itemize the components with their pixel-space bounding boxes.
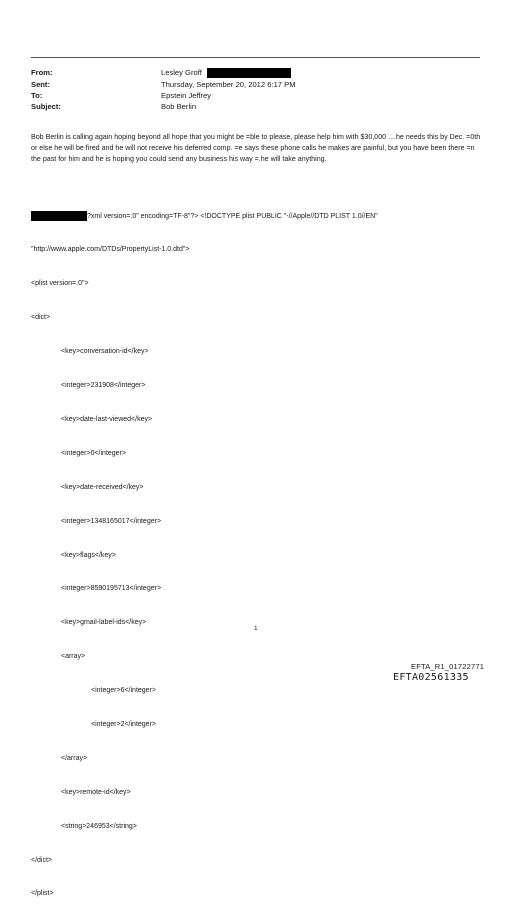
xml-line: <key>remote-id</key> xyxy=(61,788,131,796)
xml-line: <integer>1348165017</integer> xyxy=(61,517,162,525)
xml-line: <integer>6</integer> xyxy=(91,687,156,695)
xml-line xyxy=(31,211,481,222)
subject-label: Subject: xyxy=(31,102,61,111)
xml-line: <key>flags</key> xyxy=(61,551,116,559)
xml-block xyxy=(31,188,481,922)
xml-line: "http://www.apple.com/DTDs/PropertyList-1.0.dtd"> xyxy=(31,246,190,254)
xml-line: <plist version=.0"> xyxy=(31,280,89,288)
xml-text: ?xml version=.0" encoding=TF-8"?> <!DOCTYPE plist PUBLIC "-//Apple//DTD PLIST 1.0//EN" xyxy=(87,212,378,220)
xml-line: <key>date-received</key> xyxy=(61,483,144,491)
page-number: 1 xyxy=(254,625,258,632)
xml-line: <key>gmail-label-ids</key> xyxy=(61,619,147,627)
sent-value: Thursday, September 20, 2012 6:17 PM xyxy=(161,80,296,89)
bates-number-large: EFTA02561335 xyxy=(393,672,469,683)
xml-line: <key>conversation-id</key> xyxy=(61,348,149,356)
sent-label: Sent: xyxy=(31,80,50,89)
xml-line: <array> xyxy=(61,653,86,661)
from-label: From: xyxy=(31,68,53,77)
redaction-box xyxy=(31,211,87,221)
subject-value: Bob Berlin xyxy=(161,102,197,111)
to-value: Epstein Jeffrey xyxy=(161,91,212,100)
from-value xyxy=(161,68,291,78)
message-body xyxy=(31,132,481,165)
xml-line: <integer>8590195713</integer> xyxy=(61,585,162,593)
xml-line: <integer>231908</integer> xyxy=(61,382,146,390)
bates-number-small: EFTA_R1_01722771 xyxy=(411,662,485,671)
xml-line: <string>246953</string> xyxy=(61,822,137,830)
redaction-box xyxy=(207,68,291,78)
xml-line: <key>date-last-viewed</key> xyxy=(61,415,153,423)
xml-line: <integer>2</integer> xyxy=(91,720,156,728)
message-paragraph: Bob Berlin is calling again hoping beyond all hope that you might be =ble to please, please help him with $30,000 ....he needs this by Dec. =0th or else he will be fired and he will not receive his deferred comp. =e says these phone calls he makes are painful, but you have been there =n the past for him and he is hoping you could send any business his way =.he will take anything. xyxy=(31,133,481,163)
xml-line: </dict> xyxy=(31,856,53,864)
header-rule xyxy=(31,57,480,58)
xml-line: <dict> xyxy=(31,314,51,322)
to-label: To: xyxy=(31,91,43,100)
xml-line: </array> xyxy=(61,754,88,762)
xml-line: <integer>0</integer> xyxy=(61,449,126,457)
from-name: Lesley Groff xyxy=(161,68,202,77)
xml-line: </plist> xyxy=(31,890,54,898)
